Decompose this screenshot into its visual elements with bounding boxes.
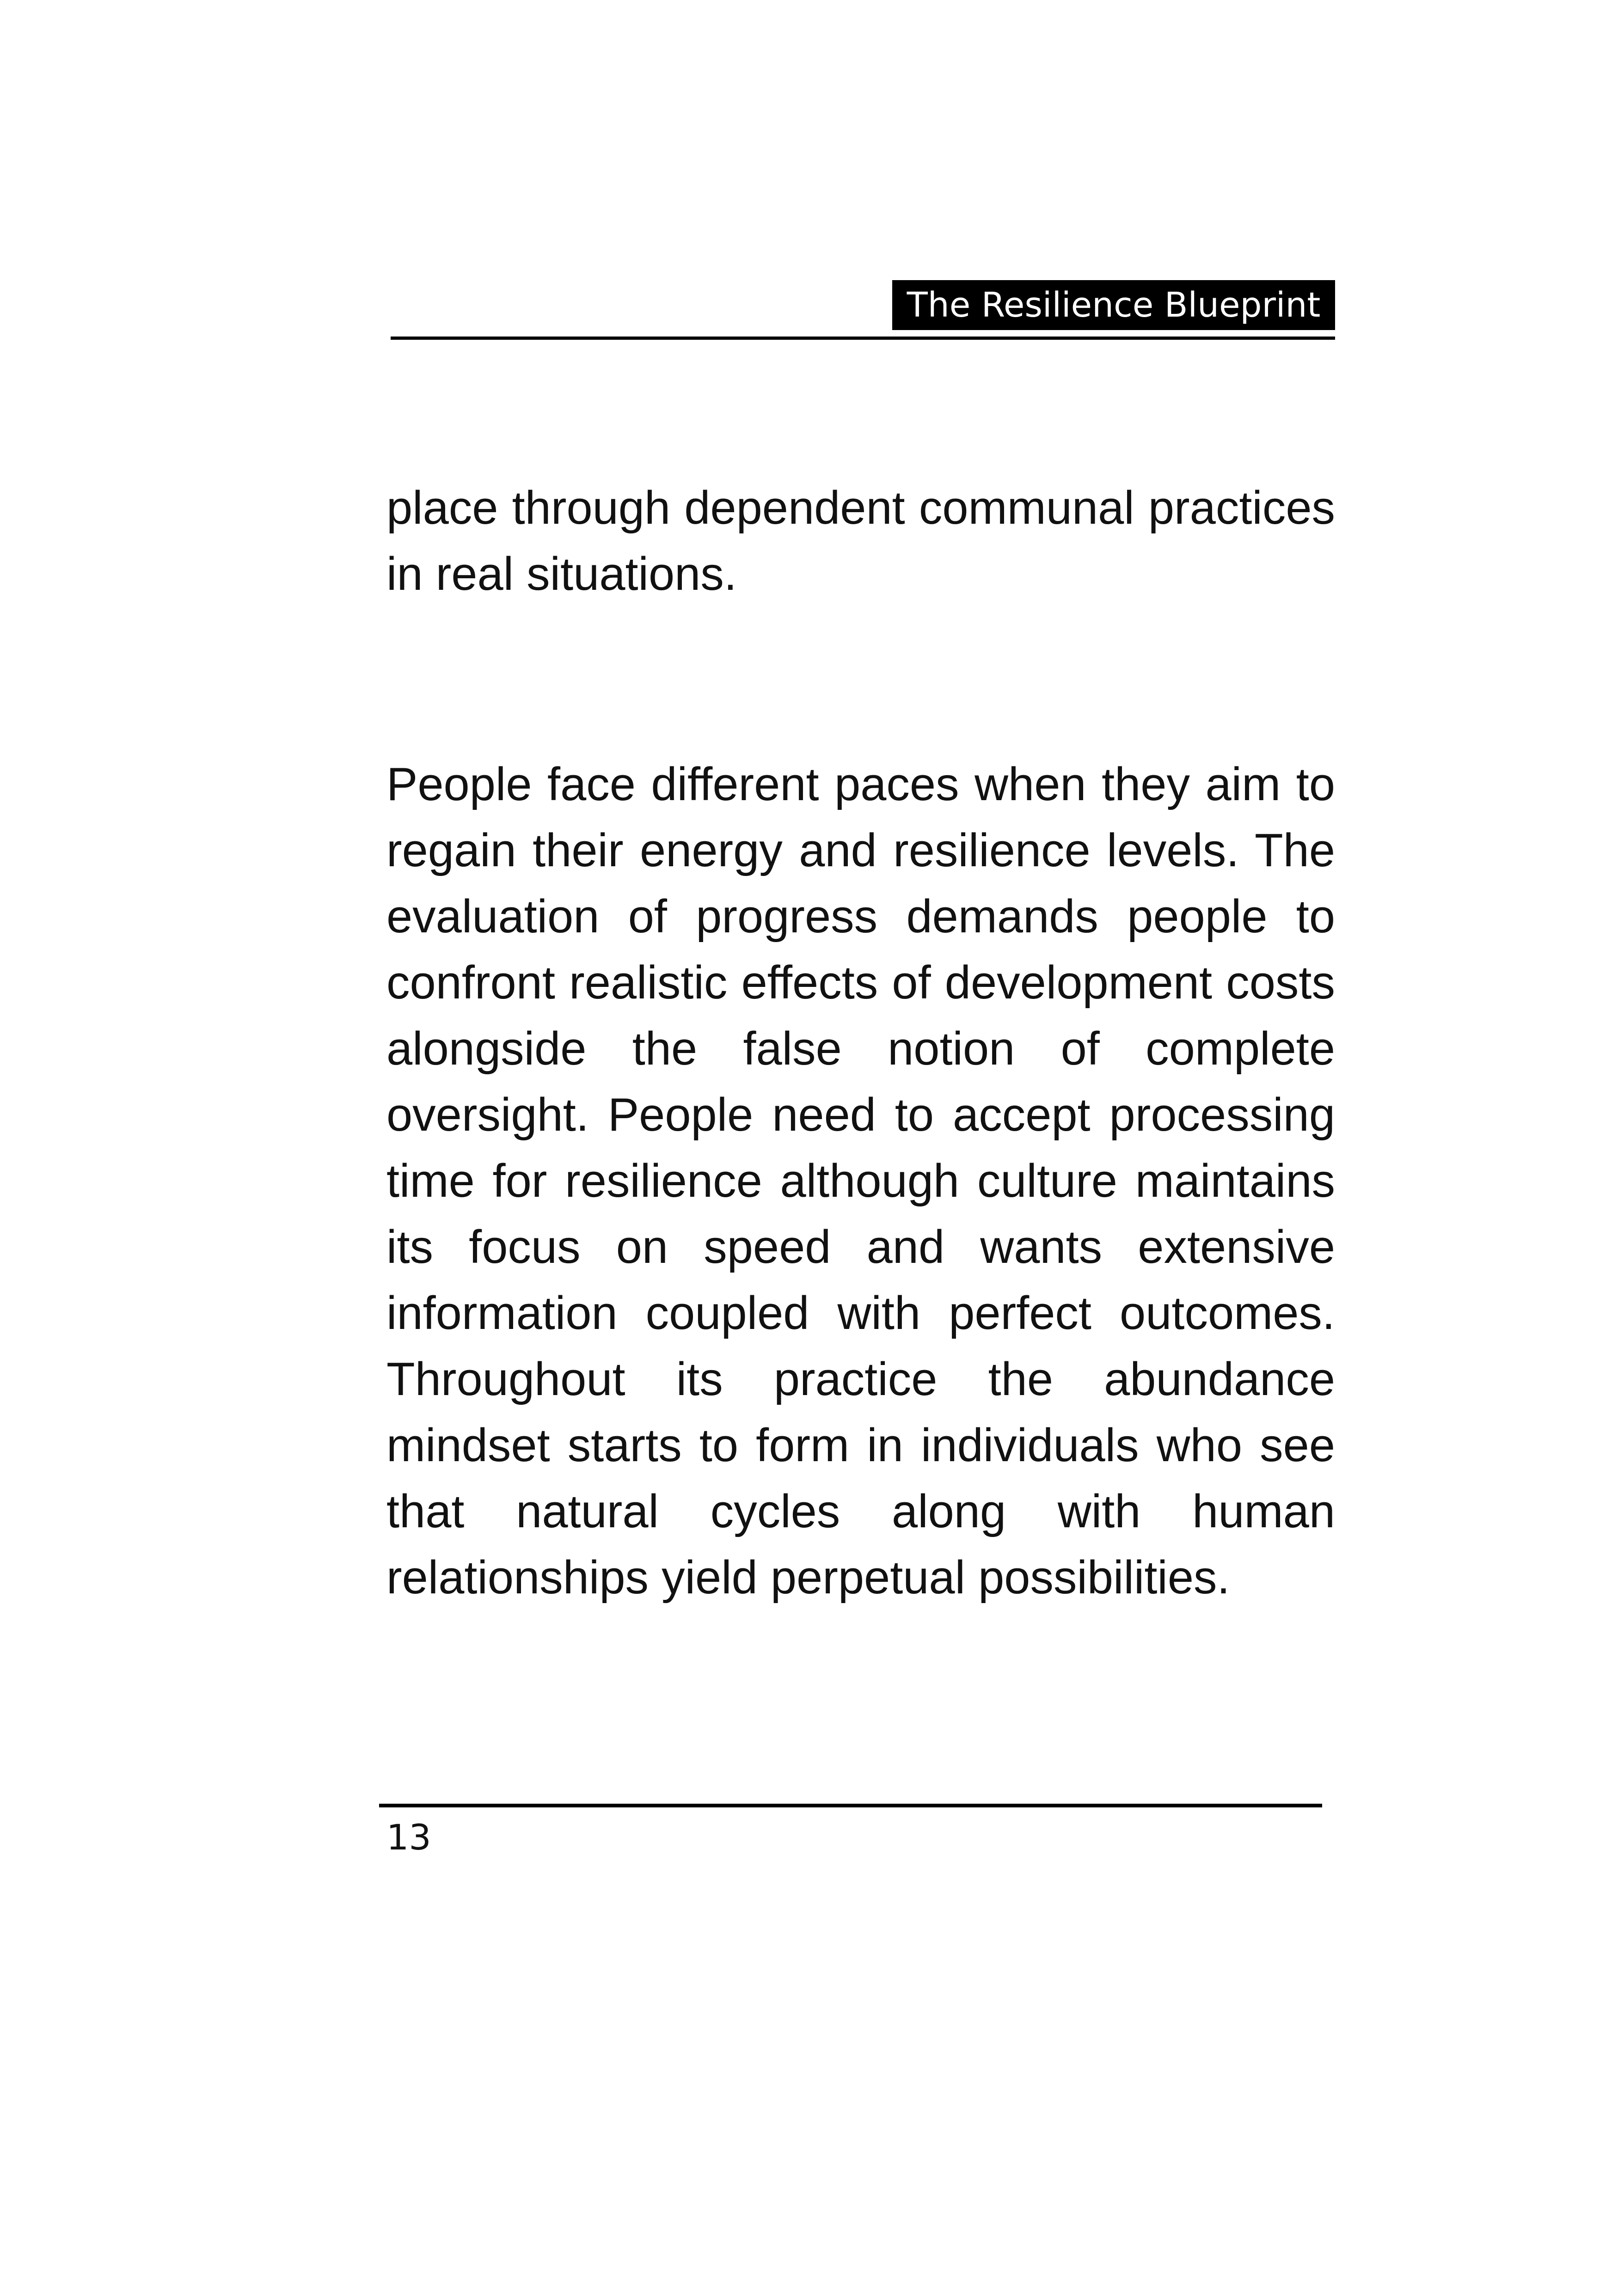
page-number: 13 <box>386 1817 431 1858</box>
body-paragraph: People face different paces when they aim to regain their energy and resilience levels. The evaluation of progress demands people to confront realistic effects of development costs alongside the false notion of complete oversight. People need to accept processing time for resilience although culture maintains its focus on speed and wants extensive information coupled with perfect outcomes. Throughout its practice the abundance mindset starts to form in individuals who see that natural cycles along with human relationships yield perpetual possibilities. <box>386 759 1335 1604</box>
body-paragraph-continuation: place through dependent communal practices in real situations. <box>386 482 1335 600</box>
header-divider <box>391 337 1335 340</box>
footer-divider <box>379 1804 1322 1807</box>
running-header-title: The Resilience Blueprint <box>892 280 1335 330</box>
